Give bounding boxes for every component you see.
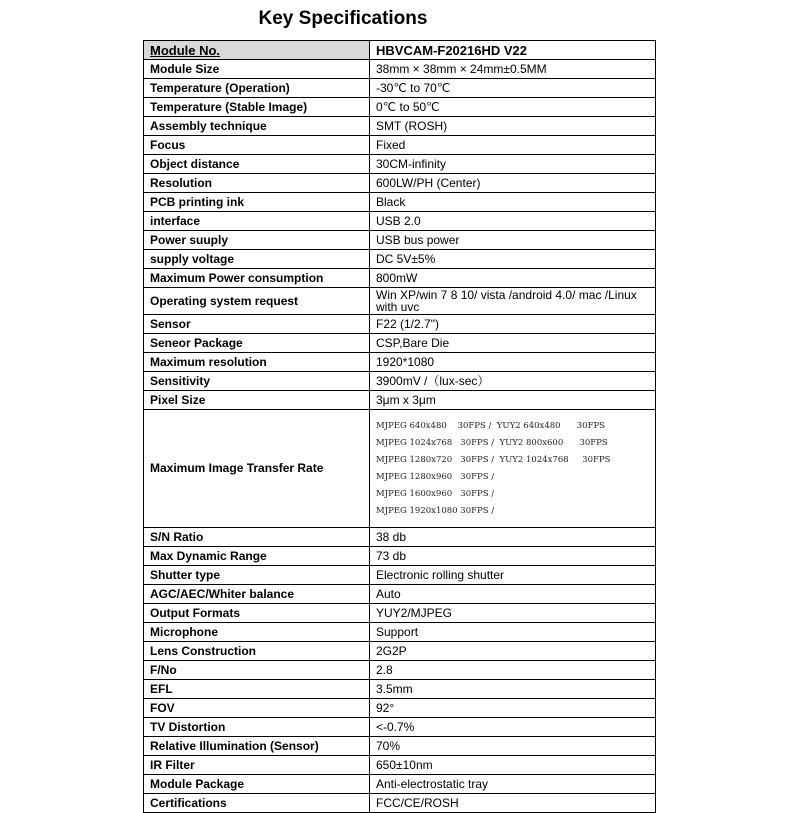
spec-value: -30℃ to 70℃ (370, 79, 656, 98)
os-row (144, 288, 656, 315)
spec-value: 600LW/PH (Center) (370, 174, 656, 193)
spec-label: Temperature (Operation) (144, 79, 370, 98)
spec-row (144, 528, 656, 547)
spec-label: interface (144, 212, 370, 231)
spec-label: F/No (144, 661, 370, 680)
spec-value: Anti-electrostatic tray (370, 775, 656, 794)
spec-value: 0℃ to 50℃ (370, 98, 656, 117)
spec-label: Power suuply (144, 231, 370, 250)
spec-row (144, 547, 656, 566)
spec-row (144, 604, 656, 623)
transfer-rate-line: MJPEG 1280x720 30FPS / YUY2 1024x768 30FPS (376, 454, 611, 465)
spec-row (144, 269, 656, 288)
spec-label: EFL (144, 680, 370, 699)
spec-row (144, 642, 656, 661)
spec-label: Module Size (144, 60, 370, 79)
spec-row (144, 315, 656, 334)
spec-row (144, 117, 656, 136)
transfer-rate-line: MJPEG 640x480 30FPS / YUY2 640x480 30FPS (376, 420, 606, 431)
spec-row (144, 756, 656, 775)
os-label: Operating system request (144, 288, 370, 315)
spec-value: Fixed (370, 136, 656, 155)
spec-value: 2G2P (370, 642, 656, 661)
spec-value: 650±10nm (370, 756, 656, 775)
spec-label: Module Package (144, 775, 370, 794)
transfer-rate-list (376, 418, 649, 520)
spec-value: Auto (370, 585, 656, 604)
spec-value: Support (370, 623, 656, 642)
module-no-value: HBVCAM-F20216HD V22 (370, 41, 656, 60)
spec-label: Temperature (Stable Image) (144, 98, 370, 117)
spec-rows-top (144, 60, 656, 288)
module-no-label: Module No. (144, 41, 370, 60)
spec-label: Shutter type (144, 566, 370, 585)
spec-value: 38 db (370, 528, 656, 547)
spec-row (144, 193, 656, 212)
spec-label: Maximum Power consumption (144, 269, 370, 288)
spec-value: 92° (370, 699, 656, 718)
spec-label: Output Formats (144, 604, 370, 623)
spec-label: PCB printing ink (144, 193, 370, 212)
spec-row (144, 585, 656, 604)
spec-row (144, 661, 656, 680)
spec-value: 38mm × 38mm × 24mm±0.5MM (370, 60, 656, 79)
spec-label: Focus (144, 136, 370, 155)
spec-row (144, 680, 656, 699)
spec-value: 3.5mm (370, 680, 656, 699)
spec-rows-mid (144, 315, 656, 410)
spec-label: Resolution (144, 174, 370, 193)
spec-value: <-0.7% (370, 718, 656, 737)
spec-label: Assembly technique (144, 117, 370, 136)
spec-value: 3900mV /（lux-sec） (370, 372, 656, 391)
spec-value: 30CM-infinity (370, 155, 656, 174)
spec-value: Black (370, 193, 656, 212)
spec-value: Electronic rolling shutter (370, 566, 656, 585)
spec-value: 70% (370, 737, 656, 756)
transfer-rate-label: Maximum Image Transfer Rate (144, 410, 370, 528)
spec-value: USB bus power (370, 231, 656, 250)
spec-row (144, 334, 656, 353)
spec-row (144, 737, 656, 756)
spec-value: F22 (1/2.7") (370, 315, 656, 334)
spec-row (144, 353, 656, 372)
spec-row (144, 174, 656, 193)
spec-row (144, 718, 656, 737)
spec-value: DC 5V±5% (370, 250, 656, 269)
transfer-rate-line: MJPEG 1920x1080 30FPS / (376, 505, 495, 516)
spec-label: Lens Construction (144, 642, 370, 661)
spec-label: Relative Illumination (Sensor) (144, 737, 370, 756)
spec-label: Sensitivity (144, 372, 370, 391)
os-value: Win XP/win 7 8 10/ vista /android 4.0/ mac /Linux with uvc (370, 288, 656, 315)
spec-rows-bottom (144, 528, 656, 813)
spec-row (144, 212, 656, 231)
spec-row (144, 98, 656, 117)
transfer-rate-line: MJPEG 1024x768 30FPS / YUY2 800x600 30FPS (376, 437, 608, 448)
spec-label: Sensor (144, 315, 370, 334)
spec-row (144, 794, 656, 813)
spec-label: Seneor Package (144, 334, 370, 353)
spec-table (143, 40, 656, 813)
spec-value: YUY2/MJPEG (370, 604, 656, 623)
spec-row (144, 250, 656, 269)
spec-row (144, 79, 656, 98)
spec-label: Pixel Size (144, 391, 370, 410)
spec-value: 73 db (370, 547, 656, 566)
transfer-rate-value (370, 410, 656, 528)
spec-value: 1920*1080 (370, 353, 656, 372)
spec-row (144, 566, 656, 585)
spec-value: FCC/CE/ROSH (370, 794, 656, 813)
spec-value: 2.8 (370, 661, 656, 680)
spec-label: IR Filter (144, 756, 370, 775)
spec-label: S/N Ratio (144, 528, 370, 547)
spec-row (144, 775, 656, 794)
spec-row (144, 155, 656, 174)
spec-value: USB 2.0 (370, 212, 656, 231)
spec-label: supply voltage (144, 250, 370, 269)
spec-value: SMT (ROSH) (370, 117, 656, 136)
spec-row (144, 623, 656, 642)
page-title: Key Specifications (258, 8, 428, 29)
spec-label: FOV (144, 699, 370, 718)
spec-value: 3μm x 3μm (370, 391, 656, 410)
spec-label: Max Dynamic Range (144, 547, 370, 566)
spec-label: Microphone (144, 623, 370, 642)
spec-label: TV Distortion (144, 718, 370, 737)
spec-label: AGC/AEC/Whiter balance (144, 585, 370, 604)
spec-value: 800mW (370, 269, 656, 288)
spec-label: Maximum resolution (144, 353, 370, 372)
table-header-row (144, 41, 656, 60)
spec-row (144, 372, 656, 391)
spec-label: Object distance (144, 155, 370, 174)
spec-label: Certifications (144, 794, 370, 813)
spec-row (144, 60, 656, 79)
spec-row (144, 231, 656, 250)
spec-row (144, 699, 656, 718)
transfer-rate-line: MJPEG 1280x960 30FPS / (376, 471, 495, 482)
transfer-rate-line: MJPEG 1600x960 30FPS / (376, 488, 495, 499)
spec-row (144, 136, 656, 155)
spec-value: CSP,Bare Die (370, 334, 656, 353)
spec-row (144, 391, 656, 410)
transfer-rate-row (144, 410, 656, 528)
